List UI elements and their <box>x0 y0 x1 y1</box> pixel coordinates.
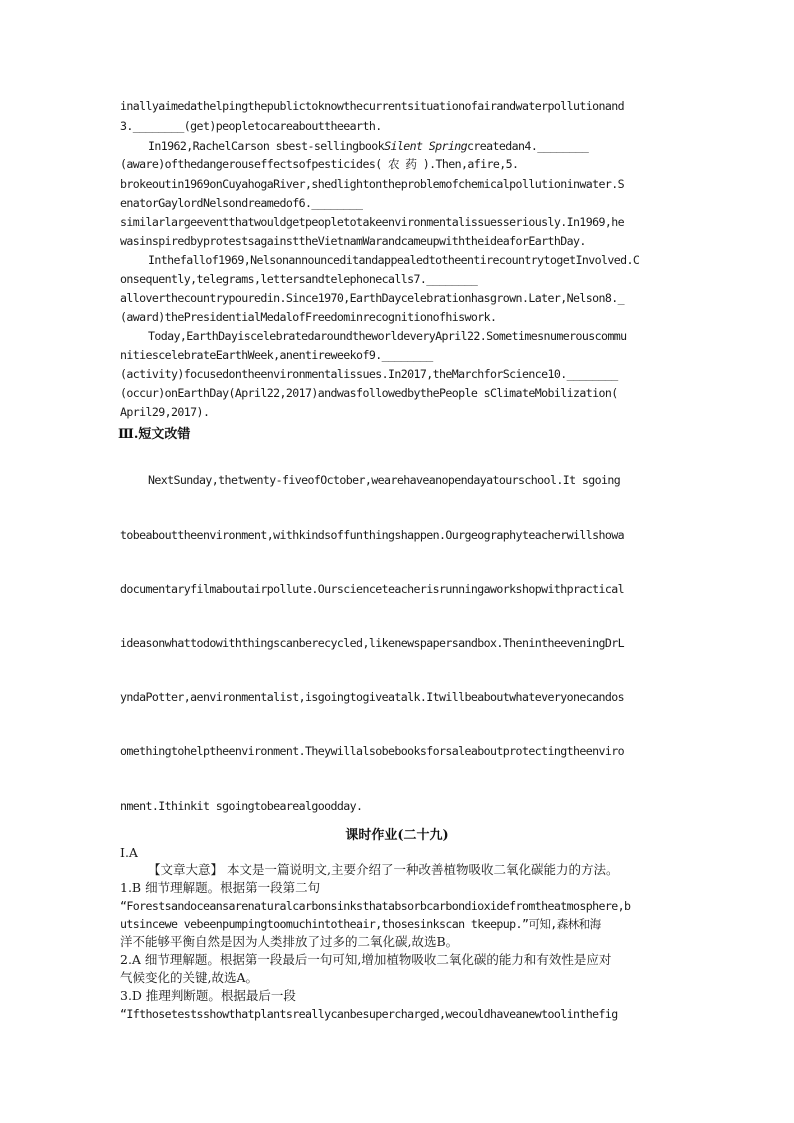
passage-line-2: 3.________(get)peopletocareabouttheearth. <box>120 119 382 133</box>
answer-1-quote-line-2: utsincewe vebeenpumpingtoomuchintotheair,thosesinkscan tkeepup.”可知,森林和海 <box>120 917 601 931</box>
answer-3-quote: “Ifthosetestsshowthatplantsreallycanbesupercharged,wecouldhaveanewtoolinthefig <box>120 1007 618 1021</box>
passage-line-7: similarlargeeventthatwouldgetpeopletotakeenvironmentalissuesseriously.In1969,he <box>120 215 625 229</box>
passage-line-5: brokeoutin1969onCuyahogaRiver,shedlightontheproblemofchemicalpollutioninwater.S <box>120 177 625 191</box>
answer-3: 3.D 推理判断题。根据最后一段 <box>120 988 296 1003</box>
passage-line-14: nitiescelebrateEarthWeek,anentireweekof9.________ <box>120 348 433 362</box>
passage-line-8: wasinspiredbyprotestsagainsttheVietnamWarandcameupwiththeideaforEarthDay. <box>120 234 586 248</box>
correction-line-3: documentaryfilmaboutairpollute.Ourscienceteacherisrunningaworkshopwithpractical <box>120 582 625 596</box>
answer-2: 2.A 细节理解题。根据第一段最后一句可知,增加植物吸收二氧化碳的能力和有效性是应对 <box>120 952 612 967</box>
correction-line-2: tobeabouttheenvironment,withkindsoffunthingshappen.Ourgeographyteacherwillshowa <box>120 528 625 542</box>
passage-line-13: Today,EarthDayiscelebratedaroundtheworldeveryApril22.Sometimesnumerouscommu <box>148 329 627 343</box>
correction-line-4: ideasonwhattodowiththingscanberecycled,likenewspapersandbox.ThenintheeveningDrL <box>120 636 625 650</box>
passage-line-10: onsequently,telegrams,lettersandtelephonecalls7.________ <box>120 272 478 286</box>
passage-line-6: enatorGaylordNelsondreamedof6.________ <box>120 196 363 210</box>
article-summary: 【文章大意】 本文是一篇说明文,主要介绍了一种改善植物吸收二氧化碳能力的方法。 <box>148 862 619 877</box>
passage-line-16: (occur)onEarthDay(April22,2017)andwasfollowedbythePeople sClimateMobilization( <box>120 386 618 400</box>
passage-line-1: inallyaimedathelpingthepublictoknowthecurrentsituationofairandwaterpollutionand <box>120 99 625 113</box>
answer-2-continued: 气候变化的关键,故选A。 <box>120 970 259 985</box>
correction-line-5: yndaPotter,aenvironmentalist,isgoingtogiveatalk.Itwillbeaboutwhateveryonecandos <box>120 690 625 704</box>
passage-line-17: April29,2017). <box>120 405 210 419</box>
passage-line-15: (activity)focusedontheenvironmentalissues.In2017,theMarchforScience10.________ <box>120 367 618 381</box>
answer-1: 1.B 细节理解题。根据第一段第二句 <box>120 880 321 895</box>
passage-line-3: In1962,RachelCarson sbest-sellingbookSilent Springcreatedan4.________ <box>148 139 589 153</box>
correction-line-1: NextSunday,thetwenty-fiveofOctober,wearehaveanopendayatourschool.It sgoing <box>148 473 621 487</box>
passage-line-12: (award)thePresidentialMedalofFreedominrecognitionofhiswork. <box>120 310 497 324</box>
book-title: Silent Spring <box>384 139 468 153</box>
correction-line-7: nment.Ithinkit sgoingtobearealgoodday. <box>120 799 363 813</box>
section-title-error-correction: Ⅲ.短文改错 <box>118 427 191 442</box>
homework-title: 课时作业(二十九) <box>345 828 449 843</box>
answer-1-quote-line-1: “Forestsandoceansarenaturalcarbonsinksthatabsorbcarbondioxidefromtheatmosphere,b <box>120 899 631 913</box>
correction-line-6: omethingtohelptheenvironment.Theywillalsobebooksforsaleaboutprotectingtheenviro <box>120 744 625 758</box>
part-label: Ⅰ.A <box>120 845 138 860</box>
passage-line-4: (aware)ofthedangerouseffectsofpesticides( 农 药 ).Then,afire,5. <box>120 157 519 171</box>
passage-line-11: alloverthecountrypouredin.Since1970,EarthDaycelebrationhasgrown.Later,Nelson8._ <box>120 291 625 305</box>
passage-line-9: Inthefallof1969,NelsonannounceditandappealedtotheentirecountrytogetInvolved.C <box>148 253 640 267</box>
answer-1-explanation: 洋不能够平衡自然是因为人类排放了过多的二氧化碳,故选B。 <box>120 934 459 949</box>
